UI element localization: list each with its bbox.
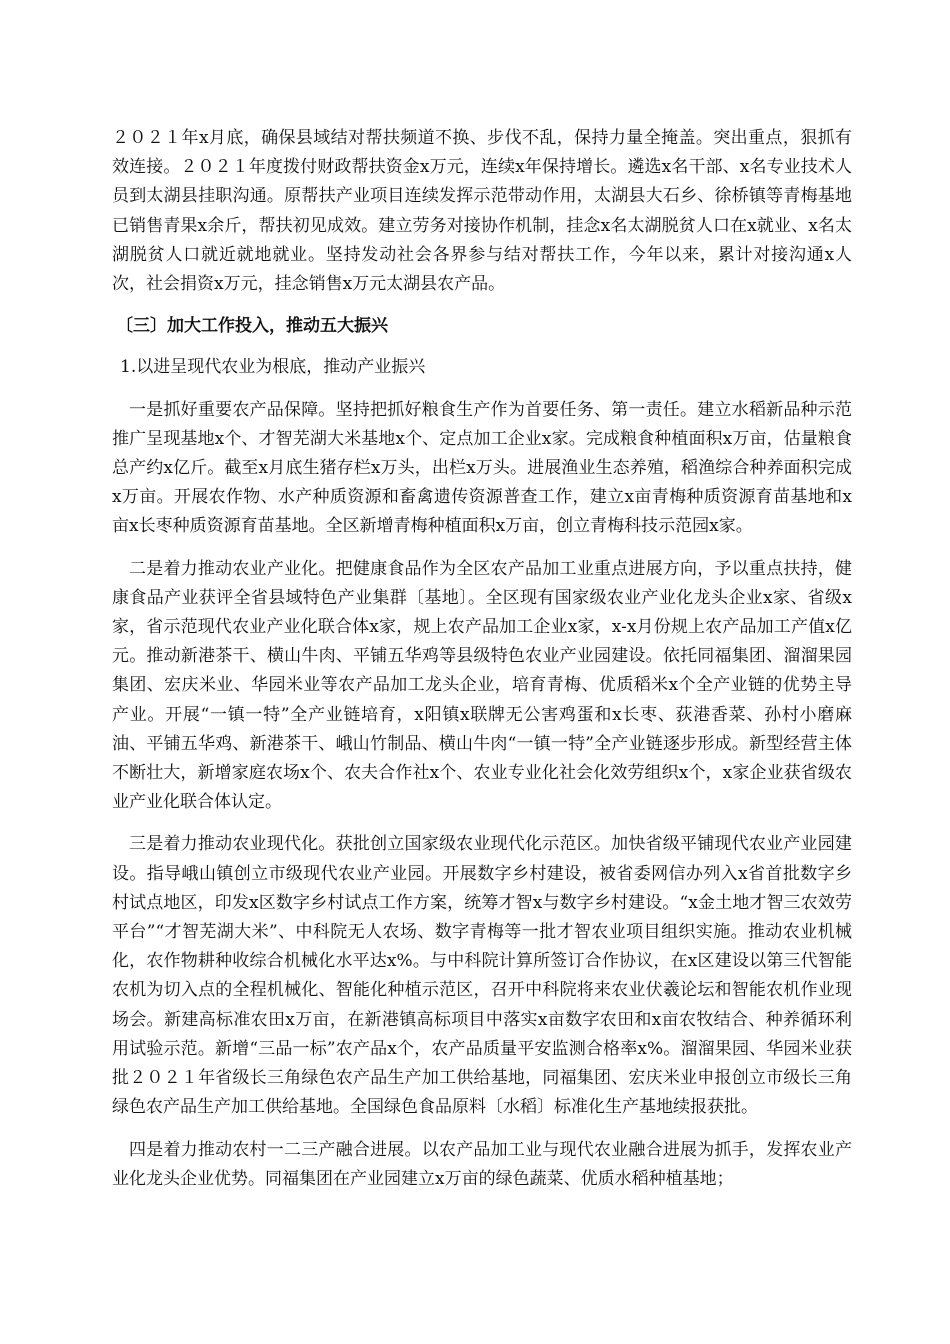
body-paragraph: 二是着力推动农业产业化。把健康食品作为全区农产品加工业重点进展方向，予以重点扶持，健康食品产业获评全省县域特色产业集群〔基地〕。全区现有国家级农业产业化龙头企业x家、省级x家，省示范现代农业产业化联合体x家，规上农产品加工企业x家，x-x月份规上农产品加工产值x亿元。推动新港茶干、横山牛肉、平铺五华鸡等县级特色农业产业园建设。依托同福集团、溜溜果园集团、宏庆米业、华园米业等农产品加工龙头企业，培育青梅、优质稻米x个全产业链的优势主导产业。开展“一镇一特”全产业链培育，x阳镇x联牌无公害鸡蛋和x长枣、荻港香菜、孙村小磨麻油、平铺五华鸡、新港茶干、峨山竹制品、横山牛肉“一镇一特”全产业链逐步形成。新型经营主体不断壮大，新增家庭农场x个、农夫合作社x个、农业专业化社会化效劳组织x个，x家企业获省级农业产业化联合体认定。 [112,558,852,813]
body-paragraph: 四是着力推动农村一二三产融合进展。以农产品加工业与现代农业融合进展为抓手，发挥农业产业化龙头企业优势。同福集团在产业园建立x万亩的绿色蔬菜、优质水稻种植基地； [112,1139,852,1189]
subsection-heading: 1.以进呈现代农业为根底，推动产业振兴 [120,357,426,378]
body-paragraph: 三是着力推动农业现代化。获批创立国家级农业现代化示范区。加快省级平铺现代农业产业园建设。指导峨山镇创立市级现代农业产业园。开展数字乡村建设，被省委网信办列入x省首批数字乡村试点地区，印发x区数字乡村试点工作方案，统筹才智x与数字乡村建设。“x金土地才智三农效劳平台”“才智芜湖大米”、中科院无人农场、数字青梅等一批才智农业项目组织实施。推动农业机械化，农作物耕种收综合机械化水平达x%。与中科院计算所签订合作协议，在x区建设以第三代智能农机为切入点的全程机械化、智能化种植示范区，召开中科院将来农业伏羲论坛和智能农机作业现场会。新建高标准农田x万亩，在新港镇高标项目中落实x亩数字农田和x亩农牧结合、种养循环利用试验示范。新增“三品一标”农产品x个，农产品质量平安监测合格率x%。溜溜果园、华园米业获批２０２１年省级长三角绿色农产品生产加工供给基地，同福集团、宏庆米业申报创立市级长三角绿色农产品生产加工供给基地。全国绿色食品原料〔水稻〕标准化生产基地续报获批。 [112,834,852,1118]
body-paragraph: ２０２１年x月底，确保县域结对帮扶频道不换、步伐不乱，保持力量全掩盖。突出重点，狠抓有效连接。２０２１年度拨付财政帮扶资金x万元，连续x年保持增长。遴选x名干部、x名专业技术人员到太湖县挂职沟通。原帮扶产业项目连续发挥示范带动作用，太湖县大石乡、徐桥镇等青梅基地已销售青果x余斤，帮扶初见成效。建立劳务对接协作机制，挂念x名太湖脱贫人口在x就业、x名太湖脱贫人口就近就地就业。坚持发动社会各界参与结对帮扶工作，今年以来，累计对接沟通x人次，社会捐资x万元，挂念销售x万元太湖县农产品。 [112,128,852,295]
section-heading: 〔三〕加大工作投入，推动五大振兴 [116,316,388,337]
document-page [112,124,852,1207]
body-paragraph: 一是抓好重要农产品保障。坚持把抓好粮食生产作为首要任务、第一责任。建立水稻新品种示范推广呈现基地x个、才智芜湖大米基地x个、定点加工企业x家。完成粮食种植面积x万亩，估量粮食总产约x亿斤。截至x月底生猪存栏x万头，出栏x万头。进展渔业生态养殖，稻渔综合种养面积完成x万亩。开展农作物、水产种质资源和畜禽遗传资源普查工作，建立x亩青梅种质资源育苗基地和x亩x长枣种质资源育苗基地。全区新增青梅种植面积x万亩，创立青梅科技示范园x家。 [112,399,852,537]
